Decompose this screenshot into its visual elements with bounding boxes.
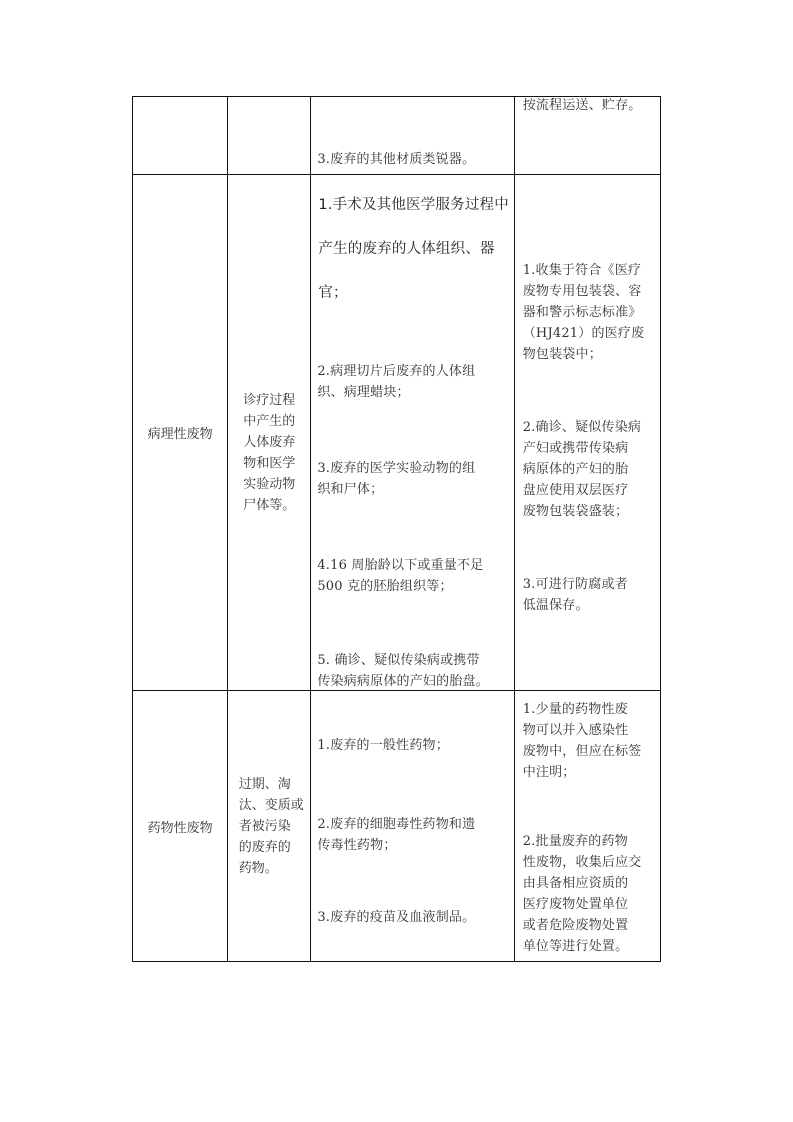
cell-category-name	[133, 691, 228, 962]
handling-line: 1.少量的药物性废	[522, 702, 628, 717]
cell-category-empty	[133, 97, 228, 175]
cell-description	[228, 175, 311, 691]
handling-line: 低温保存。	[522, 598, 589, 613]
content-line: 传染病病原体的产妇的胎盘。	[317, 674, 489, 689]
content-line: 1.手术及其他医学服务过程中	[318, 197, 509, 213]
table-row-pathological	[133, 175, 661, 691]
content-item-1	[318, 183, 509, 315]
content-item-2	[317, 361, 475, 403]
desc-line: 汰、变质或	[238, 797, 304, 813]
handling-item-3	[523, 574, 628, 616]
category-name: 药物性废物	[147, 820, 213, 836]
handling-line: 废物中，但应在标签	[522, 744, 642, 759]
content-line: 产生的废弃的人体组织、器	[318, 241, 495, 257]
handling-line: 或者危险废物处置	[522, 918, 629, 933]
handling-line: （HJ421）的医疗废	[522, 326, 645, 341]
content-line: 3.废弃的医学实验动物的组	[317, 461, 476, 476]
handling-item-2	[523, 831, 642, 957]
cell-contents	[311, 97, 514, 175]
content-line: 织、病理蜡块；	[317, 385, 410, 400]
content-line: 官；	[318, 285, 348, 301]
category-description	[243, 390, 295, 516]
handling-line: 性废物，收集后应交	[522, 855, 642, 870]
handling-line: 器和警示标志标准》	[522, 305, 642, 320]
desc-line: 过期、淘	[238, 776, 291, 792]
handling-line: 3.可进行防腐或者	[522, 577, 628, 592]
cell-handling	[514, 175, 660, 691]
table-row-continued	[133, 97, 661, 175]
content-line: 传毒性药物；	[317, 838, 397, 853]
handling-line: 物包装袋中；	[522, 347, 602, 362]
cell-contents	[311, 691, 514, 962]
category-description	[239, 774, 304, 879]
desc-line: 的废弃的	[238, 839, 291, 855]
cell-handling	[514, 691, 660, 962]
desc-line: 药物。	[238, 860, 278, 876]
handling-line: 2.确诊、疑似传染病	[522, 420, 642, 435]
handling-line: 1.收集于符合《医疗	[522, 263, 642, 278]
content-line: 500 克的胚胎组织等；	[317, 579, 453, 594]
content-line: 4.16 周胎龄以下或重量不足	[317, 558, 484, 573]
content-line: 1.废弃的一般性药物；	[317, 738, 449, 753]
cell-description	[228, 691, 311, 962]
content-item-3	[317, 458, 475, 500]
content-item-1	[317, 735, 449, 756]
desc-line: 物和医学	[243, 455, 296, 471]
desc-line: 者被污染	[238, 818, 291, 834]
content-line: 2.废弃的细胞毒性药物和遗	[317, 817, 476, 832]
cell-description-empty	[228, 97, 311, 175]
content-line: 3.废弃的疫苗及血液制品。	[317, 910, 476, 925]
content-item-2	[317, 814, 475, 856]
cell-handling	[514, 97, 660, 175]
handling-item-1	[523, 260, 645, 365]
table-row-pharmaceutical	[133, 691, 661, 962]
content-line: 2.病理切片后废弃的人体组	[317, 364, 476, 379]
desc-line: 诊疗过程	[243, 392, 296, 408]
handling-line: 按流程运送、贮存。	[522, 98, 642, 113]
category-name: 病理性废物	[147, 427, 213, 442]
waste-classification-table	[132, 96, 661, 962]
desc-line: 实验动物	[243, 476, 296, 492]
handling-item-2	[523, 417, 641, 522]
handling-line: 废物包装袋盛装；	[522, 504, 629, 519]
handling-line: 产妇或携带传染病	[522, 441, 629, 456]
handling-line: 盘应使用双层医疗	[522, 483, 629, 498]
handling-line: 2.批量废弃的药物	[522, 834, 628, 849]
content-item-3	[317, 907, 475, 928]
handling-item-1	[523, 699, 642, 783]
handling-line: 由具备相应资质的	[522, 876, 629, 891]
desc-line: 尸体等。	[243, 497, 296, 513]
handling-line: 单位等进行处置。	[522, 939, 629, 954]
desc-line: 中产生的	[243, 413, 296, 429]
content-item-5	[317, 650, 489, 692]
desc-line: 人体废弃	[243, 434, 296, 450]
content-line: 3.废弃的其他材质类锐器。	[317, 152, 476, 167]
cell-contents	[311, 175, 514, 691]
handling-line: 病原体的产妇的胎	[522, 462, 629, 477]
content-line: 5. 确诊、疑似传染病或携带	[317, 653, 480, 668]
handling-line: 医疗废物处置单位	[522, 897, 629, 912]
handling-line: 中注明；	[522, 765, 576, 780]
handling-line: 废物专用包装袋、容	[522, 284, 642, 299]
cell-category-name	[133, 175, 228, 691]
content-item-4	[317, 555, 483, 597]
handling-line: 物可以并入感染性	[522, 723, 629, 738]
content-line: 织和尸体；	[317, 482, 384, 497]
